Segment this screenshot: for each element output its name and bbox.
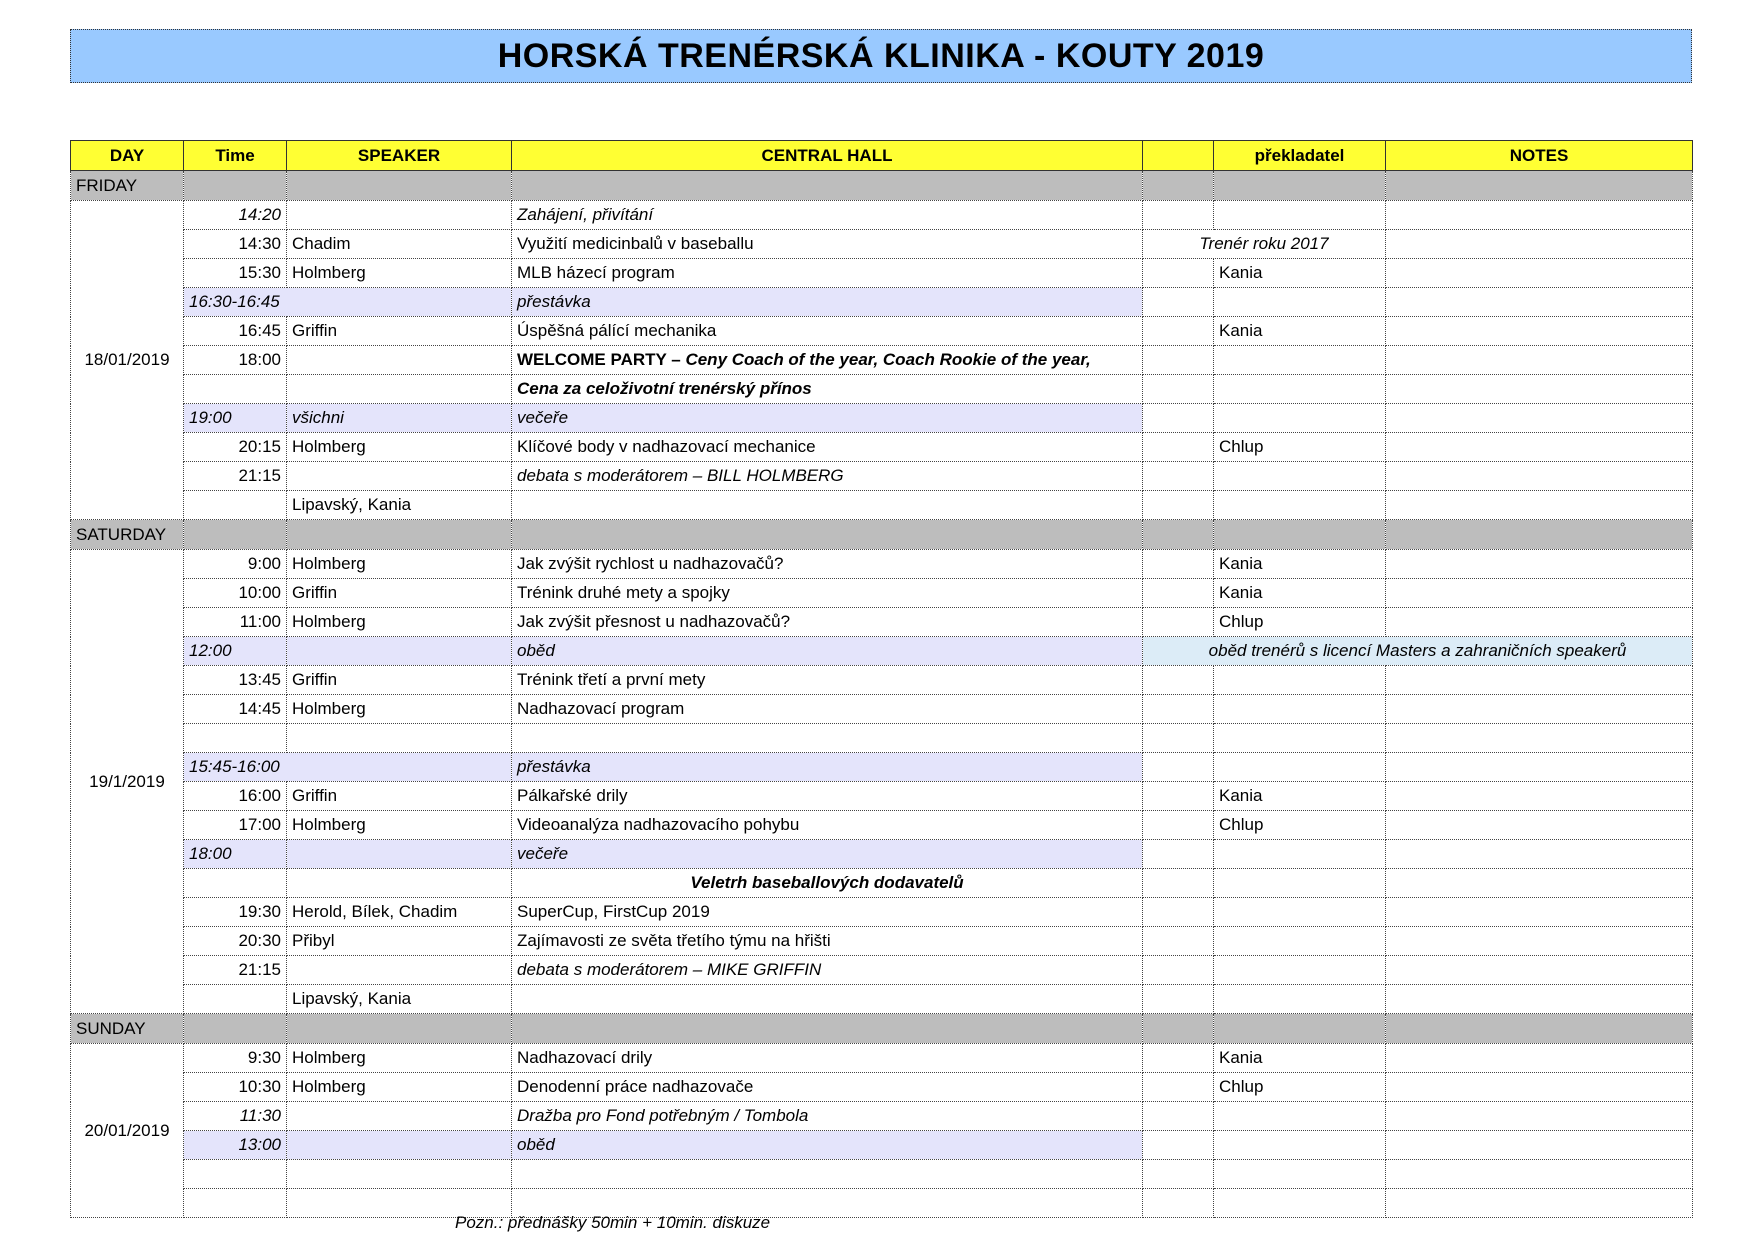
table-row	[71, 637, 1693, 666]
speaker-cell: Holmberg	[287, 1073, 512, 1102]
day-label: SUNDAY	[71, 1014, 184, 1044]
translator-cell: Chlup	[1214, 1073, 1386, 1102]
time-cell: 19:00	[184, 404, 287, 433]
day-label: SATURDAY	[71, 520, 184, 550]
topic-cell: Pálkařské drily	[512, 782, 1143, 811]
translator-cell: Kania	[1214, 259, 1386, 288]
time-cell: 20:15	[184, 433, 287, 462]
speaker-cell	[287, 346, 512, 375]
topic-cell: Videoanalýza nadhazovacího pohybu	[512, 811, 1143, 840]
topic-cell: Dražba pro Fond potřebným / Tombola	[512, 1102, 1143, 1131]
page-title: HORSKÁ TRENÉRSKÁ KLINIKA - KOUTY 2019	[70, 29, 1692, 83]
time-cell: 14:20	[184, 201, 287, 230]
topic-cell: Nadhazovací program	[512, 695, 1143, 724]
topic-cell: MLB házecí program	[512, 259, 1143, 288]
welcome-party-label: WELCOME PARTY –	[517, 350, 686, 369]
header-translator: překladatel	[1214, 141, 1386, 171]
time-cell: 19:30	[184, 898, 287, 927]
topic-cell: Cena za celoživotní trenérský přínos	[512, 375, 1143, 404]
topic-cell: Jak zvýšit rychlost u nadhazovačů?	[512, 550, 1143, 579]
schedule-table	[70, 140, 1693, 1218]
translator-cell	[1214, 201, 1386, 230]
day-row-sunday	[71, 1014, 1693, 1044]
speaker-cell: Holmberg	[287, 695, 512, 724]
topic-cell: Nadhazovací drily	[512, 1044, 1143, 1073]
table-row	[71, 491, 1693, 520]
time-cell	[184, 375, 287, 404]
topic-cell: přestávka	[512, 288, 1143, 317]
table-row	[71, 1102, 1693, 1131]
time-cell: 11:30	[184, 1102, 287, 1131]
topic-cell: Trénink druhé mety a spojky	[512, 579, 1143, 608]
time-cell	[184, 869, 287, 898]
speaker-cell: Holmberg	[287, 608, 512, 637]
table-row	[71, 433, 1693, 462]
header-speaker: SPEAKER	[287, 141, 512, 171]
time-cell: 14:30	[184, 230, 287, 259]
speaker-cell: Griffin	[287, 317, 512, 346]
speaker-cell: Griffin	[287, 579, 512, 608]
topic-cell	[512, 1160, 1143, 1189]
topic-cell: Veletrh baseballových dodavatelů	[512, 869, 1143, 898]
topic-cell	[512, 491, 1143, 520]
table-row	[71, 375, 1693, 404]
date-cell: 20/01/2019	[71, 1044, 184, 1218]
table-row	[71, 1073, 1693, 1102]
speaker-cell: Holmberg	[287, 550, 512, 579]
speaker-cell: Holmberg	[287, 433, 512, 462]
speaker-cell	[287, 840, 512, 869]
topic-cell: večeře	[512, 404, 1143, 433]
table-row	[71, 695, 1693, 724]
topic-cell	[512, 346, 1143, 375]
table-row	[71, 898, 1693, 927]
topic-cell	[512, 724, 1143, 753]
speaker-cell	[287, 869, 512, 898]
translator-cell: Chlup	[1214, 433, 1386, 462]
speaker-cell	[287, 201, 512, 230]
speaker-cell: Holmberg	[287, 811, 512, 840]
topic-cell	[512, 985, 1143, 1014]
time-cell: 9:00	[184, 550, 287, 579]
topic-cell: Jak zvýšit přesnost u nadhazovačů?	[512, 608, 1143, 637]
time-cell: 9:30	[184, 1044, 287, 1073]
translator-cell: Kania	[1214, 579, 1386, 608]
day-label: FRIDAY	[71, 171, 184, 201]
footnote: Pozn.: přednášky 50min + 10min. diskuze	[455, 1213, 771, 1232]
time-cell: 13:45	[184, 666, 287, 695]
time-cell	[184, 491, 287, 520]
translator-cell: Kania	[1214, 317, 1386, 346]
day-row-saturday	[71, 520, 1693, 550]
table-row	[71, 288, 1693, 317]
table-row	[71, 666, 1693, 695]
topic-cell: Trénink třetí a první mety	[512, 666, 1143, 695]
time-cell: 13:00	[184, 1131, 287, 1160]
time-cell: 11:00	[184, 608, 287, 637]
time-cell: 20:30	[184, 927, 287, 956]
date-cell: 19/1/2019	[71, 550, 184, 1014]
day-row-friday	[71, 171, 1693, 201]
topic-cell: Využití medicinbalů v baseballu	[512, 230, 1143, 259]
speaker-cell: Přibyl	[287, 927, 512, 956]
time-cell: 21:15	[184, 956, 287, 985]
speaker-cell: Griffin	[287, 782, 512, 811]
translator-cell: Kania	[1214, 1044, 1386, 1073]
topic-cell: Denodenní práce nadhazovače	[512, 1073, 1143, 1102]
table-row	[71, 1160, 1693, 1189]
time-cell: 18:00	[184, 346, 287, 375]
topic-cell: oběd	[512, 1131, 1143, 1160]
topic-cell: SuperCup, FirstCup 2019	[512, 898, 1143, 927]
speaker-cell	[287, 462, 512, 491]
table-row	[71, 1044, 1693, 1073]
awards-label: Ceny Coach of the year, Coach Rookie of the year,	[685, 350, 1091, 369]
translator-cell: Chlup	[1214, 608, 1386, 637]
table-row	[71, 259, 1693, 288]
table-row	[71, 1131, 1693, 1160]
time-cell: 14:45	[184, 695, 287, 724]
time-cell	[184, 1160, 287, 1189]
lunch-note: oběd trenérů s licencí Masters a zahraničních speakerů	[1143, 637, 1693, 666]
table-row	[71, 201, 1693, 230]
topic-cell: večeře	[512, 840, 1143, 869]
header-time: Time	[184, 141, 287, 171]
speaker-cell: Lipavský, Kania	[287, 985, 512, 1014]
table-row	[71, 579, 1693, 608]
time-cell	[184, 1189, 287, 1218]
speaker-cell: Holmberg	[287, 1044, 512, 1073]
table-row	[71, 317, 1693, 346]
time-cell: 21:15	[184, 462, 287, 491]
topic-cell: debata s moderátorem – MIKE GRIFFIN	[512, 956, 1143, 985]
translator-cell: Trenér roku 2017	[1143, 230, 1386, 259]
time-cell: 16:45	[184, 317, 287, 346]
time-cell	[184, 985, 287, 1014]
table-row	[71, 462, 1693, 491]
table-row	[71, 724, 1693, 753]
speaker-cell	[287, 637, 512, 666]
table-row	[71, 346, 1693, 375]
speaker-cell: Holmberg	[287, 259, 512, 288]
speaker-cell	[287, 1102, 512, 1131]
topic-cell: Zajímavosti ze světa třetího týmu na hřišti	[512, 927, 1143, 956]
speaker-cell	[287, 1160, 512, 1189]
header-central-hall: CENTRAL HALL	[512, 141, 1143, 171]
table-row	[71, 230, 1693, 259]
speaker-cell	[287, 375, 512, 404]
translator-cell: Kania	[1214, 550, 1386, 579]
time-cell	[184, 724, 287, 753]
table-row	[71, 608, 1693, 637]
header-notes: NOTES	[1386, 141, 1693, 171]
speaker-cell	[287, 956, 512, 985]
header-extra	[1143, 141, 1214, 171]
table-row	[71, 840, 1693, 869]
table-row	[71, 956, 1693, 985]
table-row	[71, 985, 1693, 1014]
time-cell: 18:00	[184, 840, 287, 869]
time-cell: 17:00	[184, 811, 287, 840]
table-row	[71, 404, 1693, 433]
speaker-cell: Chadim	[287, 230, 512, 259]
table-row	[71, 782, 1693, 811]
header-row	[71, 141, 1693, 171]
topic-cell: Klíčové body v nadhazovací mechanice	[512, 433, 1143, 462]
speaker-cell: Lipavský, Kania	[287, 491, 512, 520]
time-cell: 10:30	[184, 1073, 287, 1102]
speaker-cell	[287, 724, 512, 753]
time-cell: 10:00	[184, 579, 287, 608]
speaker-cell: všichni	[287, 404, 512, 433]
translator-cell: Chlup	[1214, 811, 1386, 840]
table-row	[71, 1189, 1693, 1218]
time-cell: 16:00	[184, 782, 287, 811]
speaker-cell	[287, 1131, 512, 1160]
time-cell: 15:45-16:00	[184, 753, 512, 782]
speaker-cell: Herold, Bílek, Chadim	[287, 898, 512, 927]
translator-cell: Kania	[1214, 782, 1386, 811]
table-row	[71, 550, 1693, 579]
topic-cell: Úspěšná pálící mechanika	[512, 317, 1143, 346]
topic-cell: Zahájení, přivítání	[512, 201, 1143, 230]
time-cell: 12:00	[184, 637, 287, 666]
topic-cell: přestávka	[512, 753, 1143, 782]
header-day: DAY	[71, 141, 184, 171]
table-row	[71, 753, 1693, 782]
table-row	[71, 869, 1693, 898]
topic-cell: oběd	[512, 637, 1143, 666]
table-row	[71, 927, 1693, 956]
time-cell: 16:30-16:45	[184, 288, 512, 317]
time-cell: 15:30	[184, 259, 287, 288]
speaker-cell: Griffin	[287, 666, 512, 695]
date-cell: 18/01/2019	[71, 201, 184, 520]
table-row	[71, 811, 1693, 840]
topic-cell: debata s moderátorem – BILL HOLMBERG	[512, 462, 1143, 491]
